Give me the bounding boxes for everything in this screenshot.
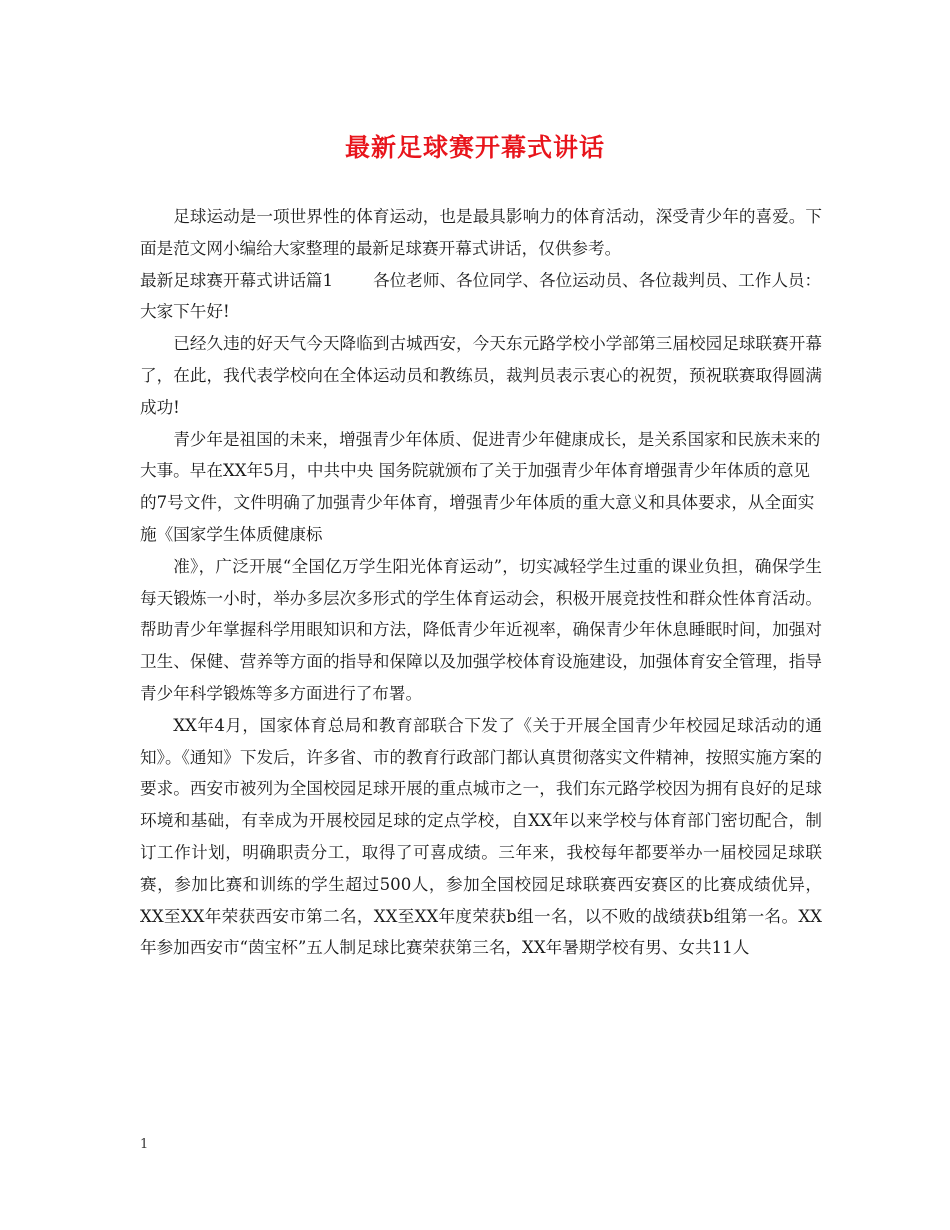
document-title: 最新足球赛开幕式讲话 — [344, 133, 605, 162]
paragraph-3: 准》，广泛开展“全国亿万学生阳光体育运动”，切实减轻学生过重的课业负担，确保学生每天锻炼一小时，举办多层次多形式的学生体育运动会，积极开展竞技性和群众性体育活动。帮助青少年掌握科学用眼知识和方法，降低青少年近视率，确保青少年休息睡眠时间，加强对卫生、保健、营养等方面的指导和保障以及加强学校体育设施建设，加强体育安全管理，指导青少年科学锻炼等多方面进行了布署。 — [140, 556, 822, 703]
paragraph-4: XX年4月，国家体育总局和教育部联合下发了《关于开展全国青少年校园足球活动的通知》。《通知》下发后，许多省、市的教育行政部门都认真贯彻落实文件精神，按照实施方案的要求。西安市被列为全国校园足球开展的重点城市之一，我们东元路学校因为拥有良好的足球环境和基础，有幸成为开展校园足球的定点学校，自XX年以来学校与体育部门密切配合，制订工作计划，明确职责分工，取得了可喜成绩。三年来，我校每年都要举办一届校园足球联赛，参加比赛和训练的学生超过500人，参加全国校园足球联赛西安赛区的比赛成绩优异，XX至XX年荣获西安市第二名，XX至XX年度荣获b组一名，以不败的战绩获b组第一名。XX年参加西安市“茵宝杯”五人制足球比赛荣获第三名，XX年暑期学校有男、女共11人 — [140, 715, 822, 958]
document-body — [140, 201, 830, 964]
section-heading: 最新足球赛开幕式讲话篇1 — [140, 270, 334, 290]
paragraph-2: 青少年是祖国的未来，增强青少年体质、促进青少年健康成长，是关系国家和民族未来的大事。早在XX年5月，中共中央 国务院就颁布了关于加强青少年体育增强青少年体质的意见的7号文件，文件明确了加强青少年体育，增强青少年体质的重大意义和具体要求，从全面实施《国家学生体质健康标 — [140, 429, 821, 544]
page-number: 1 — [140, 1137, 149, 1152]
greeting-text: 各位老师、各位同学、各位运动员、各位裁判员、工作人员： 大家下午好! — [140, 270, 830, 322]
section-heading-paragraph — [140, 265, 830, 329]
paragraph-1: 已经久违的好天气今天降临到古城西安，今天东元路学校小学部第三届校园足球联赛开幕了，在此，我代表学校向在全体运动员和教练员，裁判员表示衷心的祝贺，预祝联赛取得圆满成功! — [140, 334, 822, 417]
intro-paragraph: 足球运动是一项世界性的体育运动，也是最具影响力的体育活动，深受青少年的喜爱。下面是范文网小编给大家整理的最新足球赛开幕式讲话，仅供参考。 — [140, 207, 822, 258]
